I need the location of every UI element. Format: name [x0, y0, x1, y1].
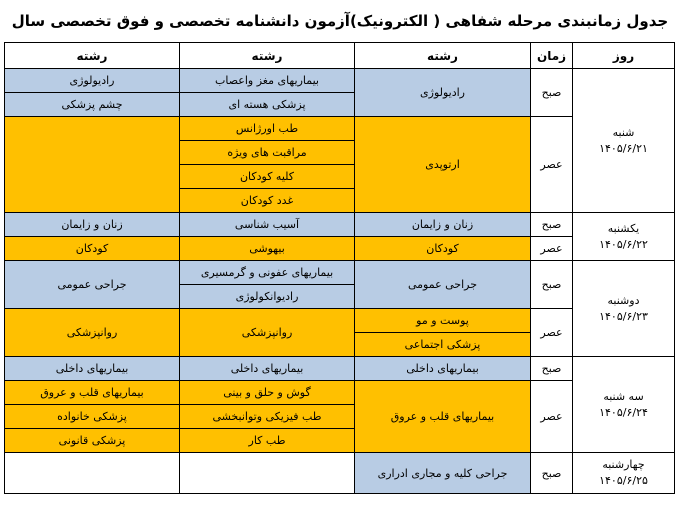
field-cell: بیماریهای قلب و عروق: [355, 381, 531, 453]
field-cell: طب اورژانس: [180, 117, 355, 141]
header-field-2: رشته: [180, 43, 355, 69]
field-cell: کلیه کودکان: [180, 165, 355, 189]
field-cell: جراحی عمومی: [5, 261, 180, 309]
table-row: [5, 261, 675, 285]
field-cell: طب کار: [180, 429, 355, 453]
field-cell: پزشکی هسته ای: [180, 93, 355, 117]
field-cell: کودکان: [355, 237, 531, 261]
header-day: روز: [573, 43, 675, 69]
field-cell: چشم پزشکی: [5, 93, 180, 117]
header-field-3: رشته: [5, 43, 180, 69]
day-cell-monday: [573, 261, 675, 357]
day-name: چهارشنبه: [602, 458, 645, 471]
field-cell-empty: [5, 117, 180, 213]
field-cell: کودکان: [5, 237, 180, 261]
field-cell: رادیولوژی: [5, 69, 180, 93]
field-cell: پزشکی قانونی: [5, 429, 180, 453]
day-date: ۱۴۰۵/۶/۲۱: [599, 141, 648, 155]
field-cell: بیهوشی: [180, 237, 355, 261]
field-cell: آسیب شناسی: [180, 213, 355, 237]
field-cell: بیماریهای قلب و عروق: [5, 381, 180, 405]
field-cell-empty: [180, 453, 355, 494]
time-evening: عصر: [531, 381, 573, 453]
field-cell: روانپزشکی: [180, 309, 355, 357]
day-date: ۱۴۰۵/۶/۲۴: [599, 405, 648, 419]
field-cell: پوست و مو: [355, 309, 531, 333]
header-field-1: رشته: [355, 43, 531, 69]
field-cell: پزشکی اجتماعی: [355, 333, 531, 357]
field-cell: غدد کودکان: [180, 189, 355, 213]
field-cell: ارتوپدی: [355, 117, 531, 213]
table-row: [5, 453, 675, 494]
schedule-table: [4, 42, 675, 494]
day-date: ۱۴۰۵/۶/۲۵: [599, 474, 648, 487]
field-cell: جراحی عمومی: [355, 261, 531, 309]
day-cell-sunday: [573, 213, 675, 261]
day-name: یکشنبه: [607, 221, 640, 235]
field-cell: بیماریهای عفونی و گرمسیری: [180, 261, 355, 285]
field-cell-empty: [5, 453, 180, 494]
field-cell: رادیولوژی: [355, 69, 531, 117]
page-title: جدول زمانبندی مرحله شفاهی ( الکترونیک)آزمون دانشنامه تخصصی و فوق تخصصی سال: [11, 12, 669, 30]
time-morning: صبح: [531, 453, 573, 494]
field-cell: طب فیزیکی وتوانبخشی: [180, 405, 355, 429]
field-cell: رادیوانکولوژی: [180, 285, 355, 309]
time-morning: صبح: [531, 69, 573, 117]
day-name: سه شنبه: [603, 389, 644, 403]
field-cell: مراقبت های ویژه: [180, 141, 355, 165]
time-evening: عصر: [531, 117, 573, 213]
table-row: [5, 357, 675, 381]
header-time: زمان: [531, 43, 573, 69]
field-cell: روانپزشکی: [5, 309, 180, 357]
day-cell-tuesday: [573, 357, 675, 453]
field-cell: جراحی کلیه و مجاری ادراری: [355, 453, 531, 494]
field-cell: پزشکی خانواده: [5, 405, 180, 429]
time-morning: صبح: [531, 213, 573, 237]
field-cell: زنان و زایمان: [5, 213, 180, 237]
day-cell-wednesday: [573, 453, 675, 494]
field-cell: بیماریهای داخلی: [355, 357, 531, 381]
field-cell: بیماریهای مغز واعصاب: [180, 69, 355, 93]
field-cell: بیماریهای داخلی: [180, 357, 355, 381]
day-name: دوشنبه: [607, 293, 640, 307]
day-cell-saturday: [573, 69, 675, 213]
day-name: شنبه: [612, 125, 635, 139]
time-morning: صبح: [531, 357, 573, 381]
field-cell: زنان و زایمان: [355, 213, 531, 237]
day-date: ۱۴۰۵/۶/۲۳: [599, 309, 648, 323]
table-row: [5, 69, 675, 93]
time-morning: صبح: [531, 261, 573, 309]
day-date: ۱۴۰۵/۶/۲۲: [599, 237, 648, 251]
header-row: [5, 43, 675, 69]
time-evening: عصر: [531, 309, 573, 357]
field-cell: گوش و حلق و بینی: [180, 381, 355, 405]
time-evening: عصر: [531, 237, 573, 261]
table-row: [5, 213, 675, 237]
field-cell: بیماریهای داخلی: [5, 357, 180, 381]
